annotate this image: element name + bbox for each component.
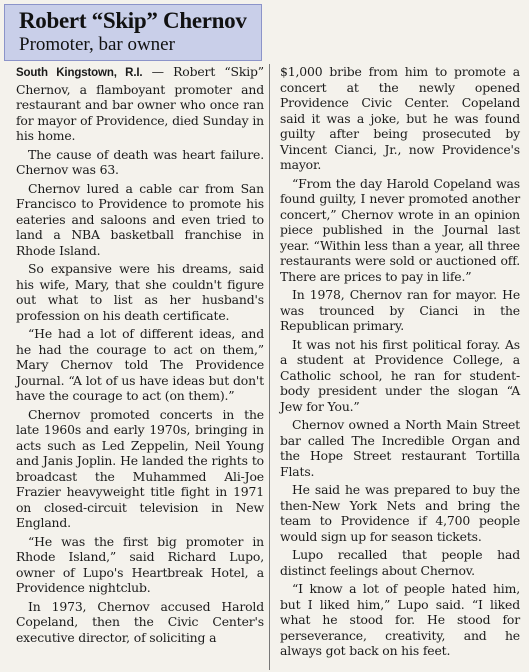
article-right-column [280,64,520,662]
paragraph: The cause of death was heart failure. Chernov was 63. [16,146,264,177]
paragraph: “He was the first big promoter in Rhode Island,” said Richard Lupo, owner of Lupo's Heartbreak Hotel, a Providence nightclub. [16,533,264,595]
headline-name: Robert “Skip” Chernov [19,8,247,33]
paragraph: $1,000 bribe from him to promote a concert at the newly opened Providence Civic Center. Copeland said it was a joke, but he was found guilty after being prosecuted by Vincent Cianci, Jr., now Providence's mayor. [280,64,520,172]
paragraph: Chernov owned a North Main Street bar called The Incredible Organ and the Hope Street restaurant Tortilla Flats. [280,417,520,479]
paragraph: So expansive were his dreams, said his wife, Mary, that she couldn't figure out what to list as her husband's profession on his death certificate. [16,261,264,323]
column-divider [269,64,270,670]
paragraph: It was not his first political foray. As a student at Providence College, a Catholic school, he ran for student-body president under the slogan “A Jew for You.” [280,336,520,414]
paragraph: He said he was prepared to buy the then-New York Nets and bring the team to Providence if 4,700 people would sign up for season tickets. [280,482,520,544]
article-left-column [16,64,264,648]
paragraph [16,64,264,144]
paragraph: “From the day Harold Copeland was found guilty, I never promoted another concert,” Chernov wrote in an opinion piece published in the Journal last year. “Within less than a year, all three restaurants were sold or auctioned off. There are prices to pay in life.” [280,175,520,284]
paragraph: In 1973, Chernov accused Harold Copeland, then the Civic Center's executive director, of soliciting a [16,598,264,645]
headline-subtitle: Promoter, bar owner [19,34,175,55]
paragraph: “He had a lot of different ideas, and he had the courage to act on them,” Mary Chernov told The Providence Journal. “A lot of us have ideas but don't have the courage to act (on them).” [16,326,264,403]
paragraph: Chernov lured a cable car from San Francisco to Providence to promote his eateries and saloons and even tried to land a NBA basketball franchise in Rhode Island. [16,180,264,258]
paragraph: Chernov promoted concerts in the late 1960s and early 1970s, bringing in acts such as Led Zeppelin, Neil Young and Janis Joplin. He landed the rights to broadcast the Muhammed Ali-Joe Frazier heavyweight title fight in 1971 on closed-circuit television in New England. [16,406,264,530]
paragraph: In 1978, Chernov ran for mayor. He was trounced by Cianci in the Republican primary. [280,287,520,333]
headline-box [4,4,262,61]
paragraph: “I know a lot of people hated him, but I liked him,” Lupo said. “I liked what he stood for. He stood for perseverance, creativity, and he always got back on his feet. [280,581,520,658]
paragraph: Lupo recalled that people had distinct feelings about Chernov. [280,547,520,578]
paragraph-text: — Robert “Skip” Chernov, a flamboyant promoter and restaurant and bar owner who once ran for mayor of Providence, died Sunday in his home. [16,64,264,143]
dateline: South Kingstown, R.I. [16,67,143,79]
